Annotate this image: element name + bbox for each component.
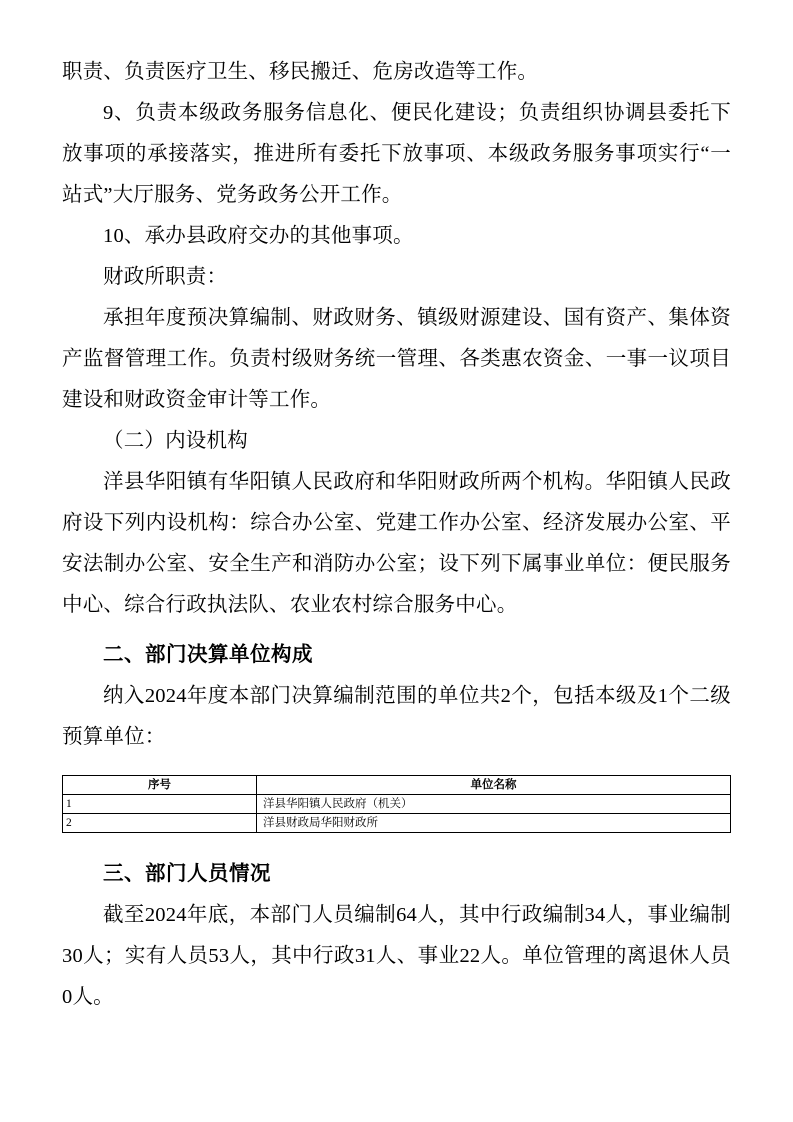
spacer — [62, 626, 731, 635]
paragraph-internal-org-detail: 洋县华阳镇有华阳镇人民政府和华阳财政所两个机构。华阳镇人民政府设下列内设机构：综合办公室、党建工作办公室、经济发展办公室、平安法制办公室、安全生产和消防办公室；设下列下属事业单位：便民服务中心、综合行政执法队、农业农村综合服务中心。 — [62, 471, 731, 616]
table-row — [63, 795, 731, 814]
table-header-index: 序号 — [63, 776, 257, 795]
section-heading-2: 二、部门决算单位构成 — [103, 644, 313, 666]
cell-unit-name: 洋县华阳镇人民政府（机关） — [256, 795, 730, 814]
spacer — [62, 758, 731, 775]
table-row — [63, 814, 731, 833]
paragraph-finance-office-duties: 承担年度预决算编制、财政财务、镇级财源建设、国有资产、集体资产监督管理工作。负责村级财务统一管理、各类惠农资金、一事一议项目建设和财政资金审计等工作。 — [62, 307, 731, 411]
cell-index: 2 — [63, 814, 257, 833]
paragraph-staffing: 截至2024年底，本部门人员编制64人，其中行政编制34人，事业编制30人；实有人员53人，其中行政31人、事业22人。单位管理的离退休人员0人。 — [62, 904, 731, 1008]
paragraph-continuation: 职责、负责医疗卫生、移民搬迁、危房改造等工作。 — [62, 61, 539, 83]
paragraph-duty-10: 10、承办县政府交办的其他事项。 — [103, 225, 414, 247]
spacer — [62, 833, 731, 854]
table-header-row — [63, 776, 731, 795]
paragraph-finance-office-title: 财政所职责： — [103, 266, 228, 288]
paragraph-unit-scope: 纳入2024年度本部门决算编制范围的单位共2个，包括本级及1个二级预算单位： — [62, 685, 731, 748]
cell-unit-name: 洋县财政局华阳财政所 — [256, 814, 730, 833]
unit-composition-table — [62, 775, 731, 833]
paragraph-duty-9: 9、负责本级政务服务信息化、便民化建设；负责组织协调县委托下放事项的承接落实，推进所有委托下放事项、本级政务服务事项实行“一站式”大厅服务、党务政务公开工作。 — [62, 102, 731, 206]
section-heading-3: 三、部门人员情况 — [103, 863, 271, 885]
paragraph-internal-org-title: （二）内设机构 — [103, 430, 248, 452]
cell-index: 1 — [63, 795, 257, 814]
table-header-unit-name: 单位名称 — [256, 776, 730, 795]
